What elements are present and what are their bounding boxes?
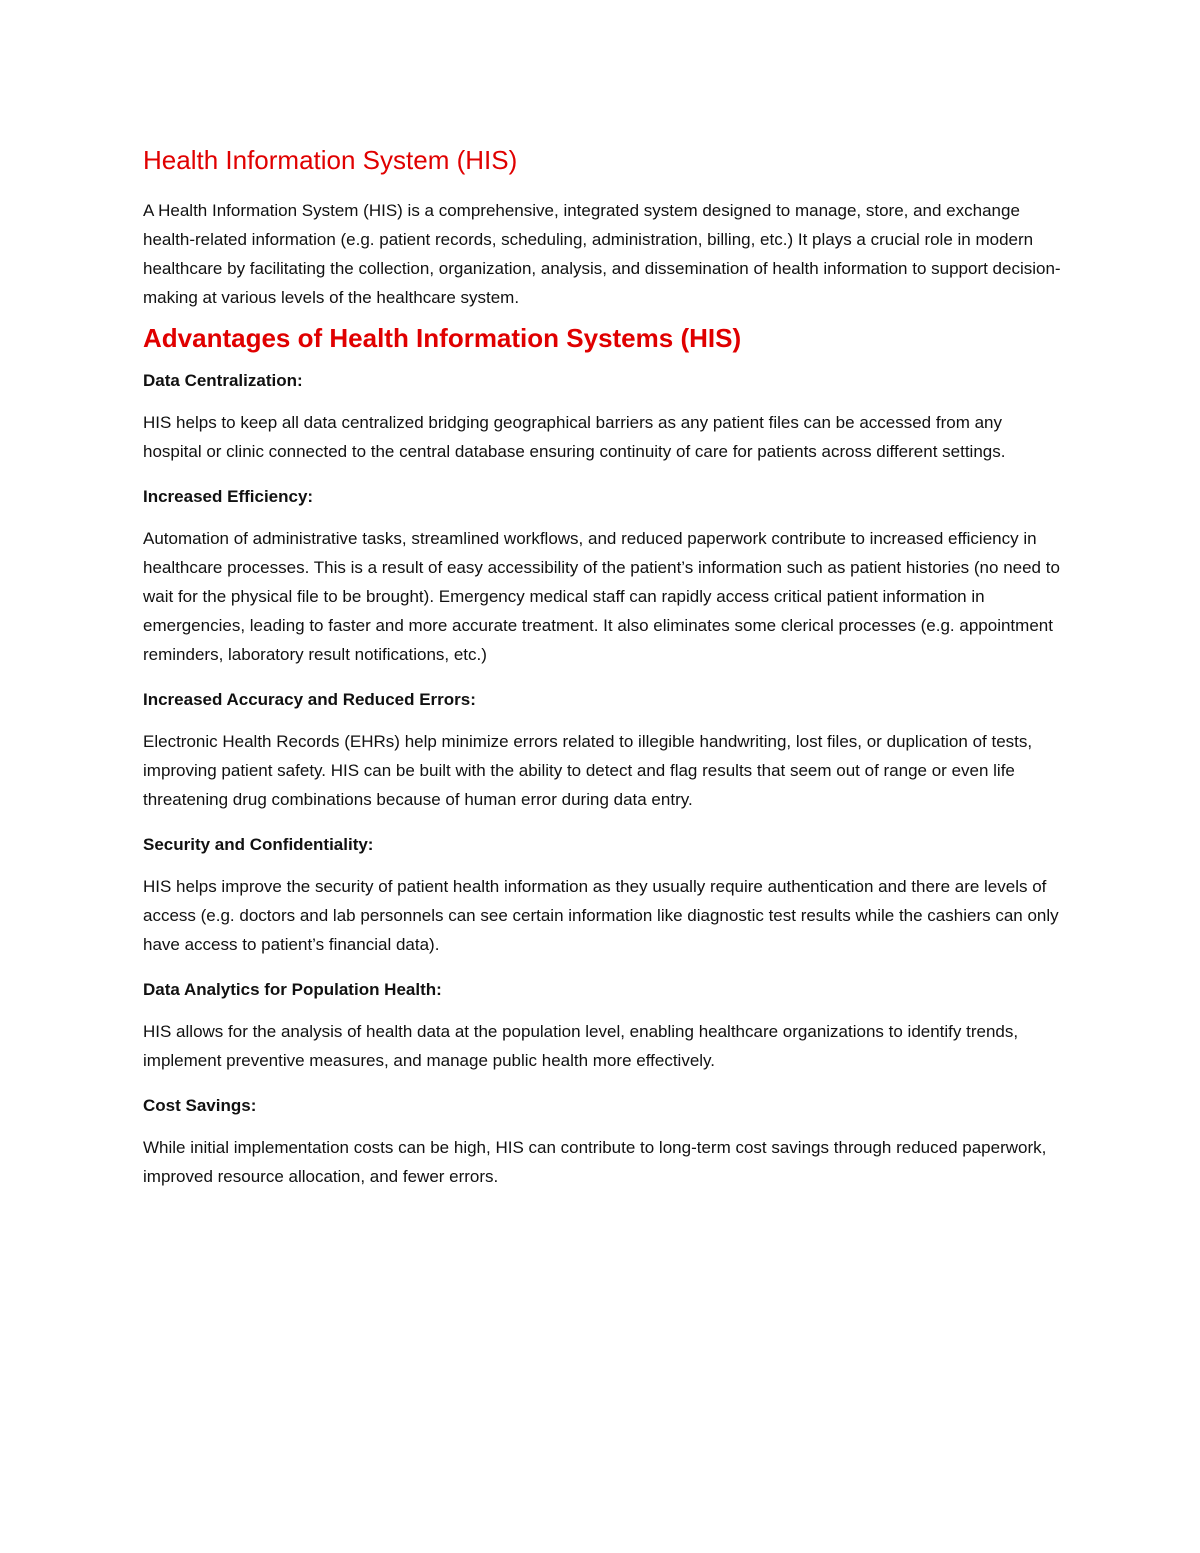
- section-body: Automation of administrative tasks, streamlined workflows, and reduced paperwork contribute to increased efficiency in healthcare processes. This is a result of easy accessibility of the patient’s information such as patient histories (no need to wait for the physical file to be brought). Emergency medical staff can rapidly access critical patient information in emergencies, leading to faster and more accurate treatment. It also eliminates some clerical processes (e.g. appointment reminders, laboratory result notifications, etc.): [143, 529, 1060, 664]
- section-heading: Cost Savings:: [143, 1096, 257, 1115]
- section-body: HIS allows for the analysis of health data at the population level, enabling healthcare organizations to identify trends, implement preventive measures, and manage public health more effectively.: [143, 1022, 1019, 1070]
- document-page: [143, 140, 1063, 1191]
- section-body: HIS helps to keep all data centralized bridging geographical barriers as any patient files can be accessed from any hospital or clinic connected to the central database ensuring continuity of care for patients across different settings.: [143, 413, 1006, 461]
- section-heading: Data Analytics for Population Health:: [143, 980, 442, 999]
- section-body: While initial implementation costs can be high, HIS can contribute to long-term cost savings through reduced paperwork, improved resource allocation, and fewer errors.: [143, 1138, 1047, 1186]
- section-body: HIS helps improve the security of patient health information as they usually require authentication and there are levels of access (e.g. doctors and lab personnels can see certain information like diagnostic test results while the cashiers can only have access to patient’s financial data).: [143, 877, 1059, 954]
- intro-paragraph: A Health Information System (HIS) is a comprehensive, integrated system designed to manage, store, and exchange health-related information (e.g. patient records, scheduling, administration, billing, etc.) It plays a crucial role in modern healthcare by facilitating the collection, organization, analysis, and dissemination of health information to support decision-making at various levels of the healthcare system.: [143, 201, 1061, 307]
- advantages-heading: Advantages of Health Information Systems (HIS): [143, 323, 742, 353]
- section-heading: Increased Accuracy and Reduced Errors:: [143, 690, 476, 709]
- section-heading: Data Centralization:: [143, 371, 303, 390]
- section-heading: Security and Confidentiality:: [143, 835, 374, 854]
- document-title: Health Information System (HIS): [143, 145, 518, 175]
- section-body: Electronic Health Records (EHRs) help minimize errors related to illegible handwriting, lost files, or duplication of tests, improving patient safety. HIS can be built with the ability to detect and flag results that seem out of range or even life threatening drug combinations because of human error during data entry.: [143, 732, 1033, 809]
- section-heading: Increased Efficiency:: [143, 487, 314, 506]
